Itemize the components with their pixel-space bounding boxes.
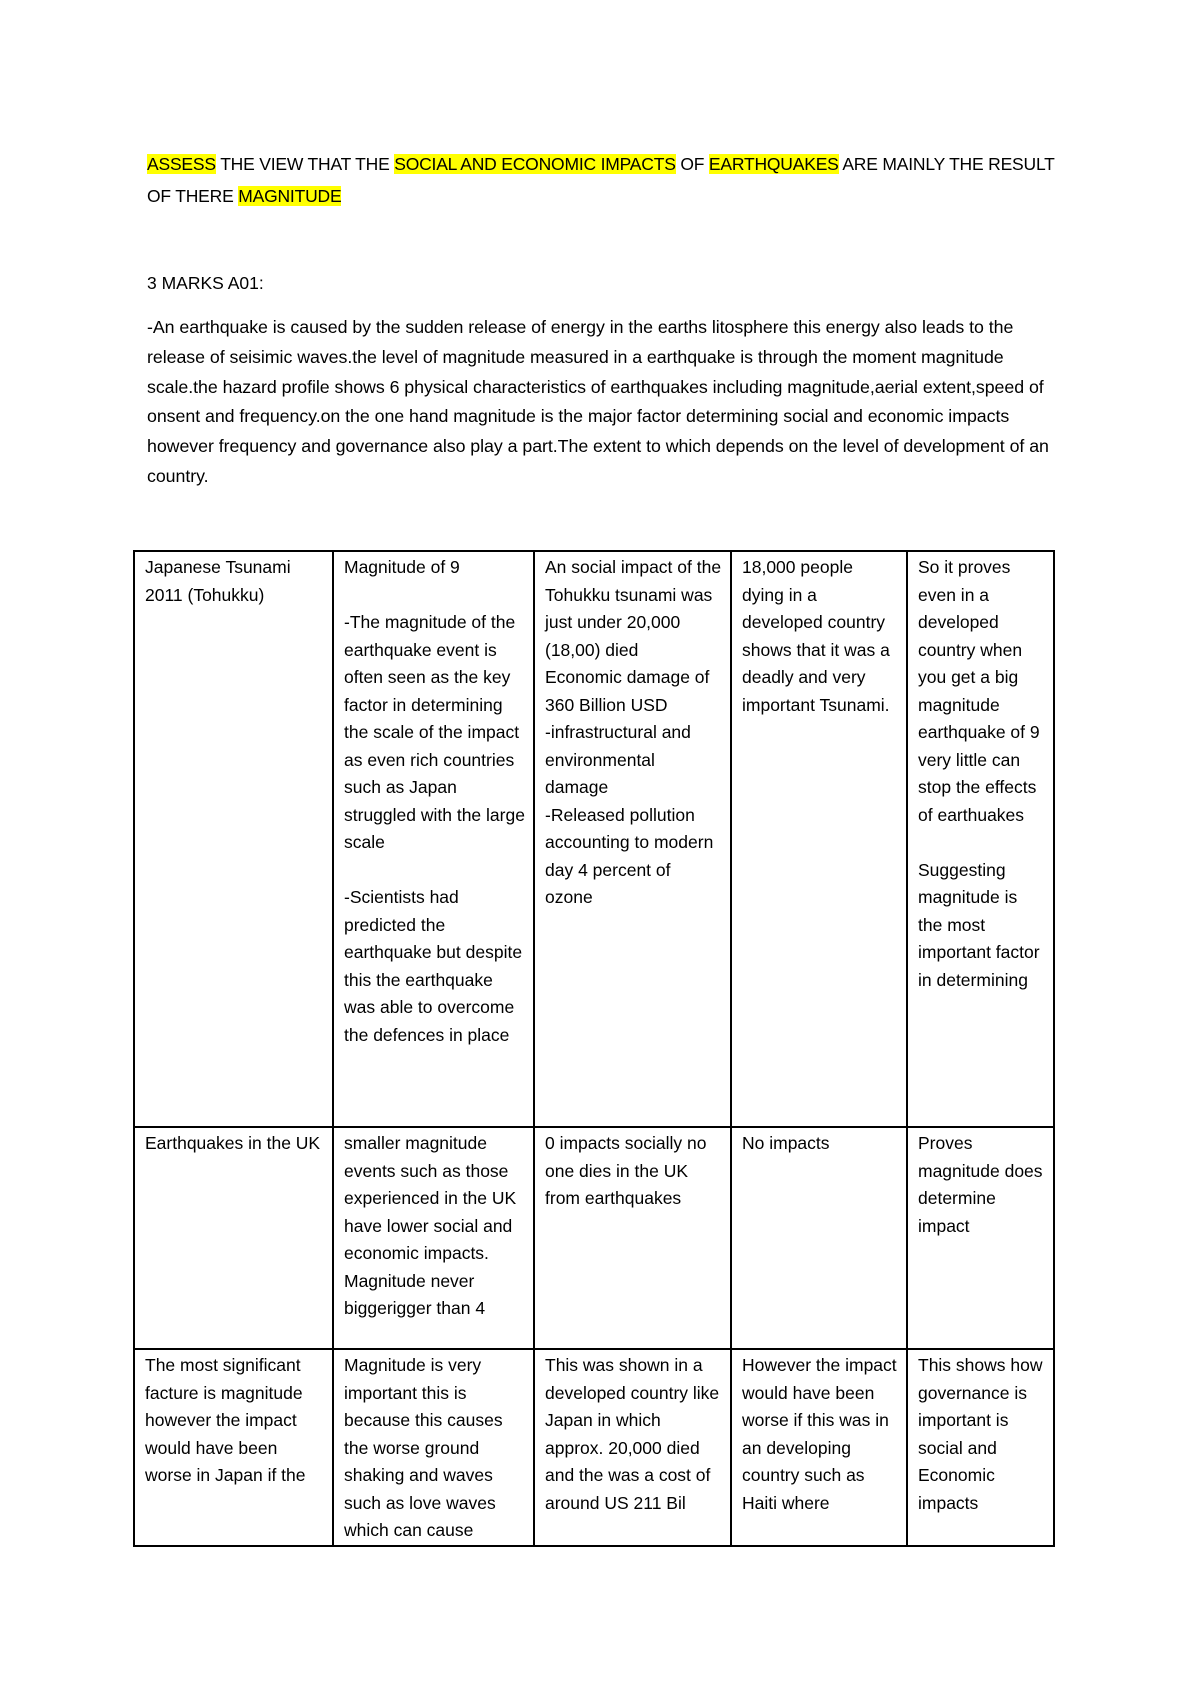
table-cell: 18,000 people dying in a developed country shows that it was a deadly and very important Tsunami.: [731, 551, 907, 1127]
title-text: ARE MAINLY THE RESULT OF THERE: [147, 154, 1055, 206]
table-cell: Magnitude of 9 -The magnitude of the earthquake event is often seen as the key factor in determining the scale of the impact as even rich countries such as Japan struggled with the large scale -Scientists had predicted the earthquake but despite this the earthquake was able to overcome the defences in place: [333, 551, 534, 1127]
table-cell: This shows how governance is important is social and Economic impacts: [907, 1349, 1054, 1546]
table-row: [134, 1349, 1054, 1546]
evidence-table: [133, 550, 1055, 1547]
table-cell: smaller magnitude events such as those experienced in the UK have lower social and economic impacts. Magnitude never biggerigger than 4: [333, 1127, 534, 1349]
intro-paragraph: -An earthquake is caused by the sudden release of energy in the earths litosphere this energy also leads to the release of seisimic waves.the level of magnitude measured in a earthquake is through the moment magnitude scale.the hazard profile shows 6 physical characteristics of earthquakes including magnitude,aerial extent,speed of onsent and frequency.on the one hand magnitude is the major factor determining social and economic impacts however frequency and governance also play a part.The extent to which depends on the level of development of an country.: [147, 317, 1049, 486]
table-cell: However the impact would have been worse if this was in an developing country such as Haiti where: [731, 1349, 907, 1546]
table-cell: An social impact of the Tohukku tsunami was just under 20,000 (18,00) died Economic damage of 360 Billion USD -infrastructural and environmental damage -Released pollution accounting to modern day 4 percent of ozone: [534, 551, 731, 1127]
table-cell: Japanese Tsunami 2011 (Tohukku): [134, 551, 333, 1127]
table-cell: Magnitude is very important this is because this causes the worse ground shaking and waves such as love waves which can cause: [333, 1349, 534, 1546]
title-text: OF: [675, 154, 709, 174]
table-cell: This was shown in a developed country like Japan in which approx. 20,000 died and the was a cost of around US 211 Bil: [534, 1349, 731, 1546]
title-highlight-assess: ASSESS: [147, 154, 216, 174]
title-highlight-magnitude: MAGNITUDE: [238, 186, 342, 206]
table-cell: Proves magnitude does determine impact: [907, 1127, 1054, 1349]
marks-heading: 3 MARKS A01:: [147, 273, 264, 293]
title-highlight-impacts: SOCIAL AND ECONOMIC IMPACTS: [394, 154, 676, 174]
table-row: [134, 551, 1054, 1127]
table-cell: So it proves even in a developed country when you get a big magnitude earthquake of 9 very little can stop the effects of earthuakes Suggesting magnitude is the most important factor in determining: [907, 551, 1054, 1127]
table-cell: 0 impacts socially no one dies in the UK from earthquakes: [534, 1127, 731, 1349]
title-highlight-earthquakes: EARTHQUAKES: [708, 154, 839, 174]
table-row: [134, 1127, 1054, 1349]
table-cell: The most significant facture is magnitude however the impact would have been worse in Japan if the: [134, 1349, 333, 1546]
table-cell: Earthquakes in the UK: [134, 1127, 333, 1349]
question-title: [147, 148, 1067, 212]
title-text: THE VIEW THAT THE: [215, 154, 395, 174]
table-cell: No impacts: [731, 1127, 907, 1349]
